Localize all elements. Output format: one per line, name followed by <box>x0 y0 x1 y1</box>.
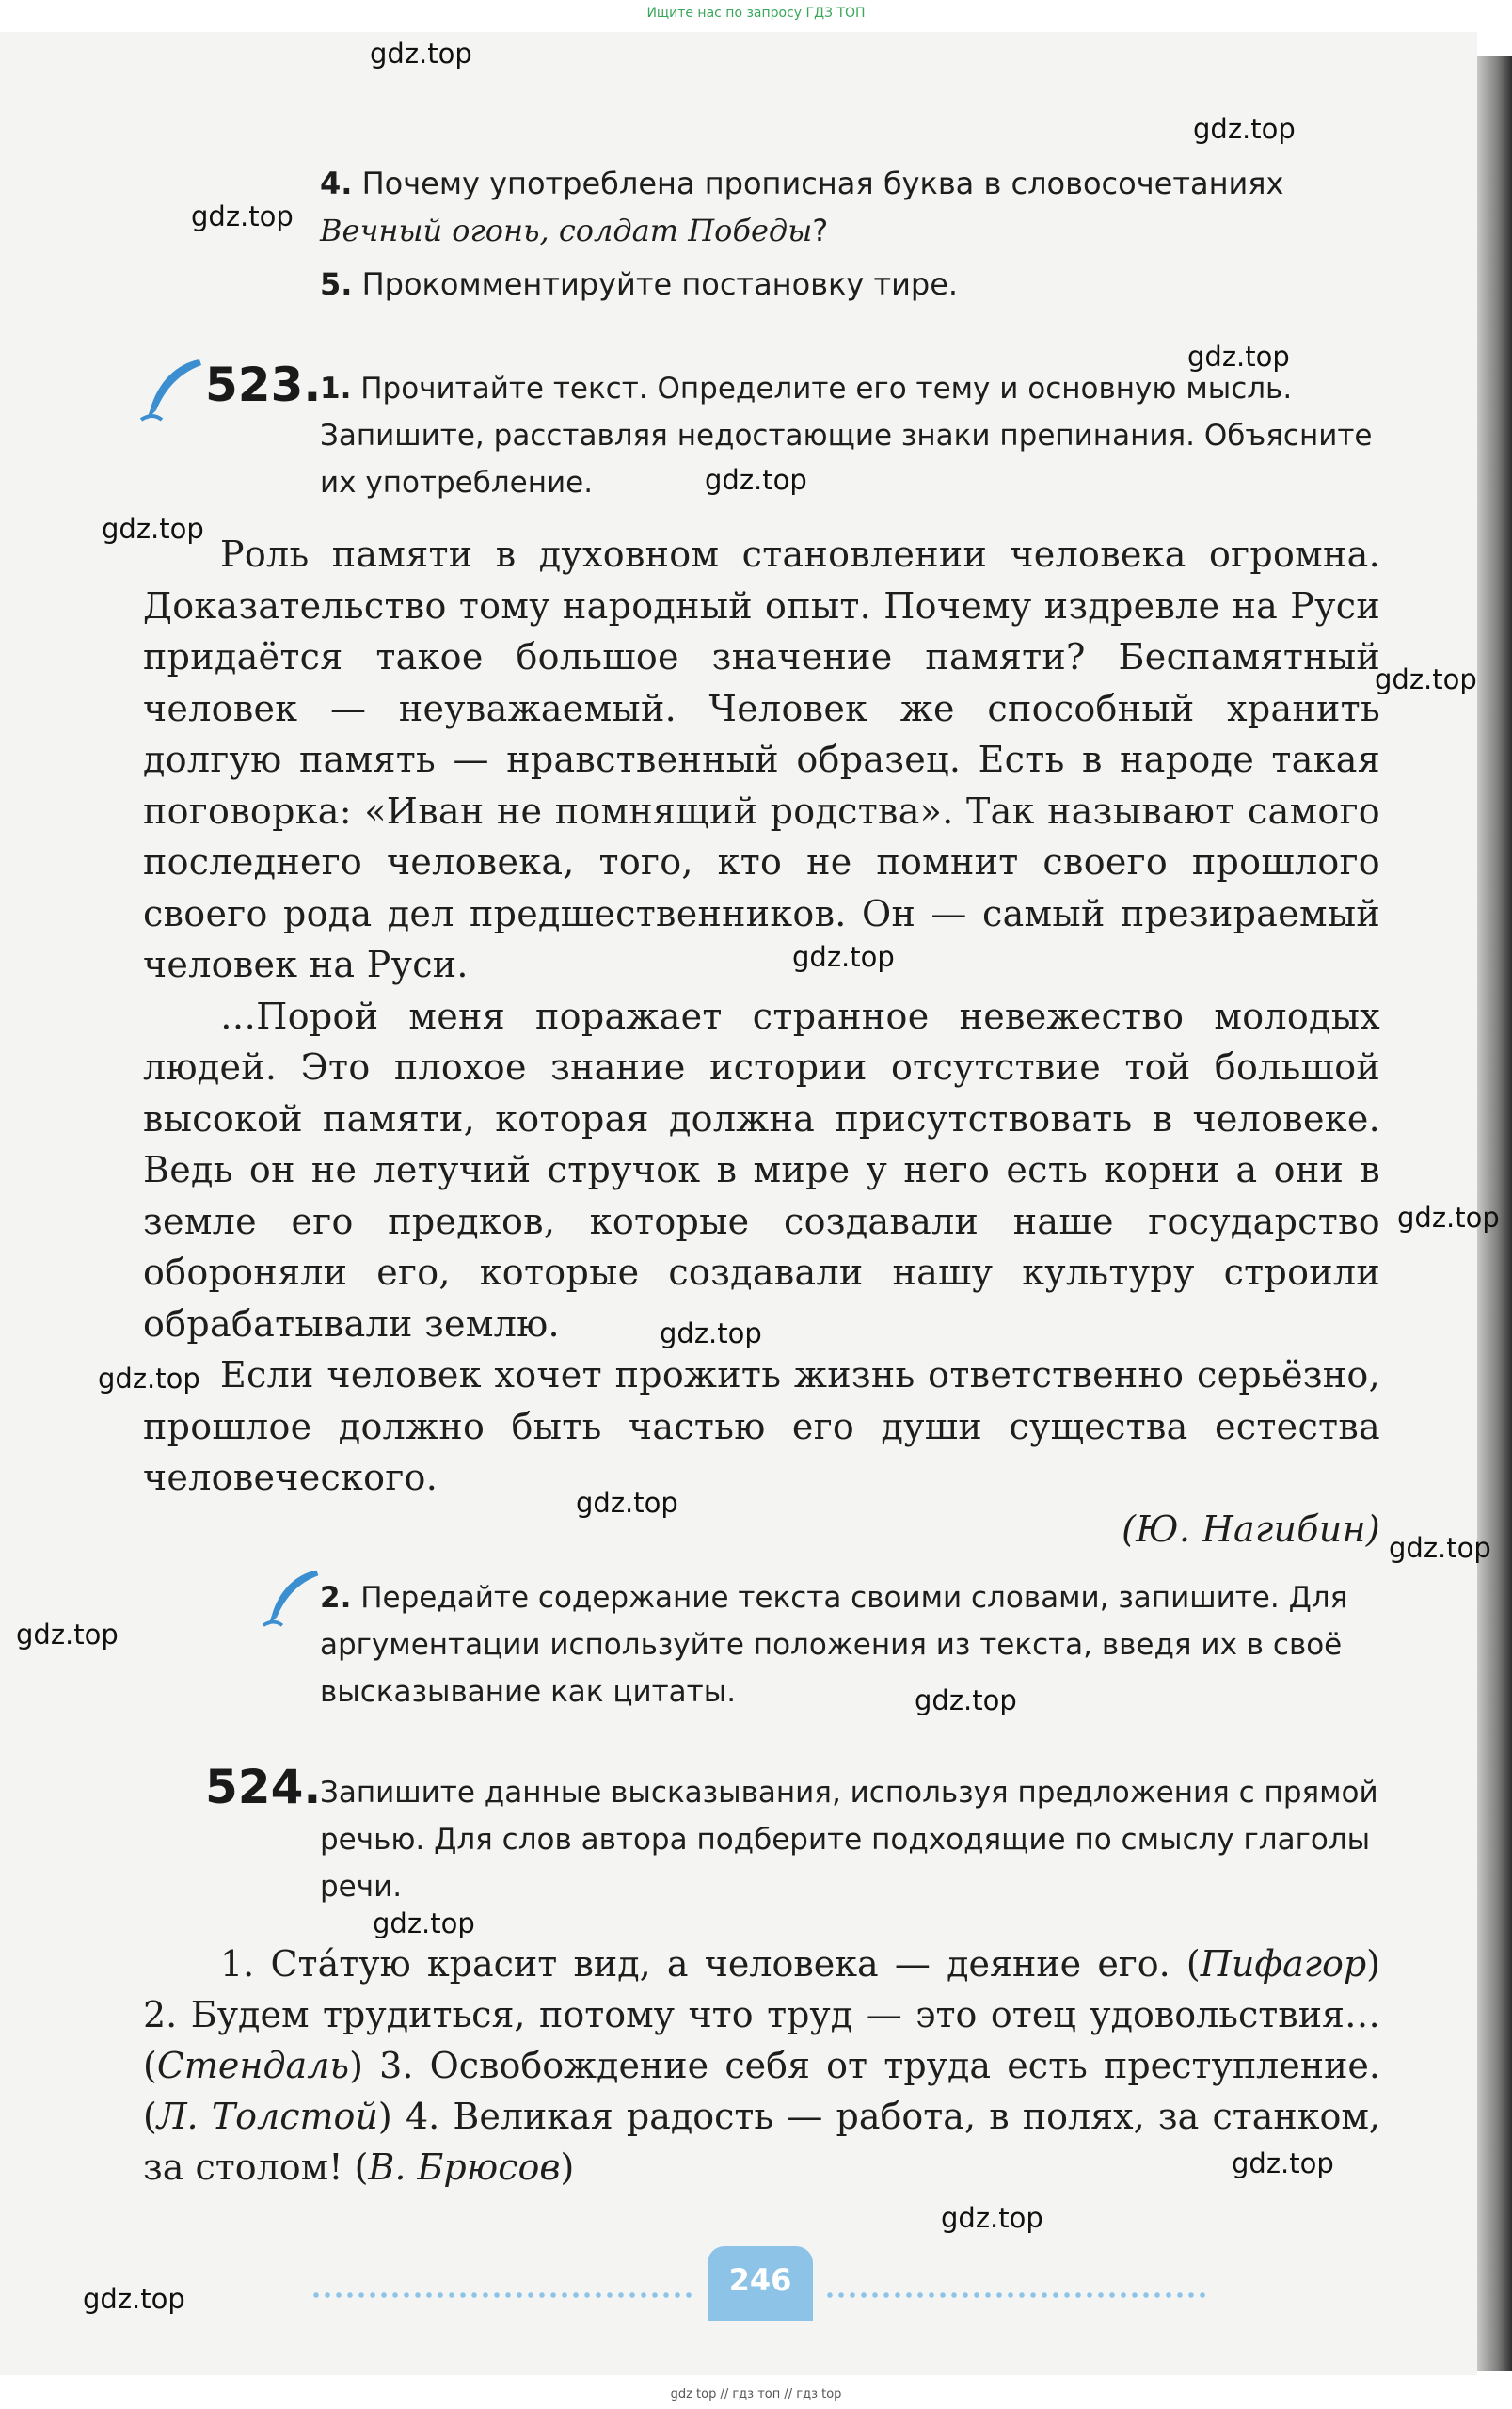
quote-1-author: Пифагор <box>1200 1943 1367 1985</box>
paragraph-1: Роль памяти в духовном становлении человека огромна. Доказательство тому народный опыт. Почему издревле на Руси придаётся такое большое значение памяти? Беспамятный человек — неуважаемый. Человек же способный хранить долгую память — нравственный образец. Есть в народе такая поговорка: «Иван не помнящий родства». Так называют самого последнего человека, того, кто не помнит своего прошлого своего рода дел предшественников. Он — самый презираемый человек на Руси. <box>143 534 1380 985</box>
quote-2: ) 2. Будем трудиться, потому что труд — это отец удовольствия… ( <box>143 1943 1380 2086</box>
question-4 <box>320 160 1383 254</box>
exercise-524-task <box>320 1769 1383 1910</box>
quote-5: ) <box>560 2146 575 2188</box>
watermark: gdz.top <box>191 200 294 232</box>
quote-3-author: Л. Толстой <box>156 2096 378 2137</box>
author: (Ю. Нагибин) <box>1122 1508 1380 1550</box>
quote-4-author: В. Брюсов <box>368 2146 561 2188</box>
paragraph-3: Если человек хочет прожить жизнь ответственно серьёзно, прошлое должно быть частью его души существа естества человеческого. <box>143 1354 1380 1498</box>
quotes-paragraph <box>143 1938 1380 2193</box>
question-4-end: ? <box>812 213 829 248</box>
watermark: gdz.top <box>102 513 204 545</box>
quote-1: 1. Ста́тую красит вид, а человека — деяние его. ( <box>220 1943 1201 1985</box>
exercise-523-task-number: 1. <box>320 372 352 406</box>
exercise-523-task-2 <box>320 1574 1383 1715</box>
question-5 <box>320 261 1383 308</box>
exercise-524-quotes <box>143 1938 1380 2193</box>
question-4-number: 4. <box>320 166 353 201</box>
watermark: gdz.top <box>1193 113 1296 145</box>
exercise-523-text <box>143 529 1380 1555</box>
exercise-523-task-text: Прочитайте текст. Определите его тему и основную мысль. Запишите, расставляя недостающие знаки препинания. Объясните их употребление. <box>320 372 1373 500</box>
quote-3: ) 3. Освобождение себя от труда есть преступление. ( <box>143 2045 1380 2137</box>
exercise-524-task-text: Запишите данные высказывания, используя предложения с прямой речью. Для слов автора подберите подходящие по смыслу глаголы речи. <box>320 1776 1378 1904</box>
page-dots-right <box>824 2292 1210 2298</box>
exercise-523-number: 523. <box>205 358 322 412</box>
question-4-text: Почему употреблена прописная буква в словосочетаниях <box>361 166 1284 201</box>
exercise-523-task <box>320 365 1383 506</box>
watermark: gdz.top <box>660 1317 762 1349</box>
page-number: 246 <box>708 2246 813 2321</box>
page-dots-left <box>310 2292 696 2298</box>
pen-icon <box>139 356 205 423</box>
watermark: gdz.top <box>576 1487 678 1519</box>
watermark: gdz.top <box>1389 1532 1491 1564</box>
watermark: gdz.top <box>915 1684 1017 1716</box>
watermark: gdz.top <box>83 2283 185 2315</box>
watermark: gdz.top <box>1375 663 1477 695</box>
watermark: gdz.top <box>941 2202 1043 2234</box>
watermark: gdz.top <box>373 1907 475 1939</box>
top-banner: Ищите нас по запросу ГДЗ ТОП <box>646 6 866 21</box>
exercise-523-task-2-number: 2. <box>320 1581 352 1615</box>
quote-4: ) 4. Великая радость — работа, в полях, за станком, за столом! ( <box>143 2096 1380 2188</box>
question-4-italic: Вечный огонь, солдат Победы <box>320 213 813 248</box>
watermark: gdz.top <box>16 1619 119 1651</box>
pen-icon <box>262 1567 322 1629</box>
watermark: gdz.top <box>792 941 895 973</box>
exercise-524-number: 524. <box>205 1760 322 1814</box>
watermark: gdz.top <box>1397 1202 1500 1234</box>
footer-note: gdz top // гдз топ // гдз top <box>670 2387 842 2401</box>
paragraph-2: …Порой меня поражает странное невежество молодых людей. Это плохое знание истории отсутствие той большой высокой памяти, которая должна присутствовать в человеке. Ведь он не летучий стручок в мире у него есть корни а они в земле его предков, которые создавали наше государство обороняли его, которые создавали нашу культуру строили обрабатывали землю. <box>143 995 1380 1345</box>
quote-2-author: Стендаль <box>156 2045 350 2086</box>
watermark: gdz.top <box>98 1363 200 1395</box>
exercise-523-task-2-text: Передайте содержание текста своими словами, запишите. Для аргументации используйте положения из текста, введя их в своё высказывание как цитаты. <box>320 1581 1348 1709</box>
watermark: gdz.top <box>1232 2147 1334 2179</box>
question-5-number: 5. <box>320 266 353 302</box>
question-5-text: Прокомментируйте постановку тире. <box>361 266 959 302</box>
watermark: gdz.top <box>705 464 807 496</box>
watermark: gdz.top <box>1187 341 1290 373</box>
watermark: gdz.top <box>370 38 472 70</box>
